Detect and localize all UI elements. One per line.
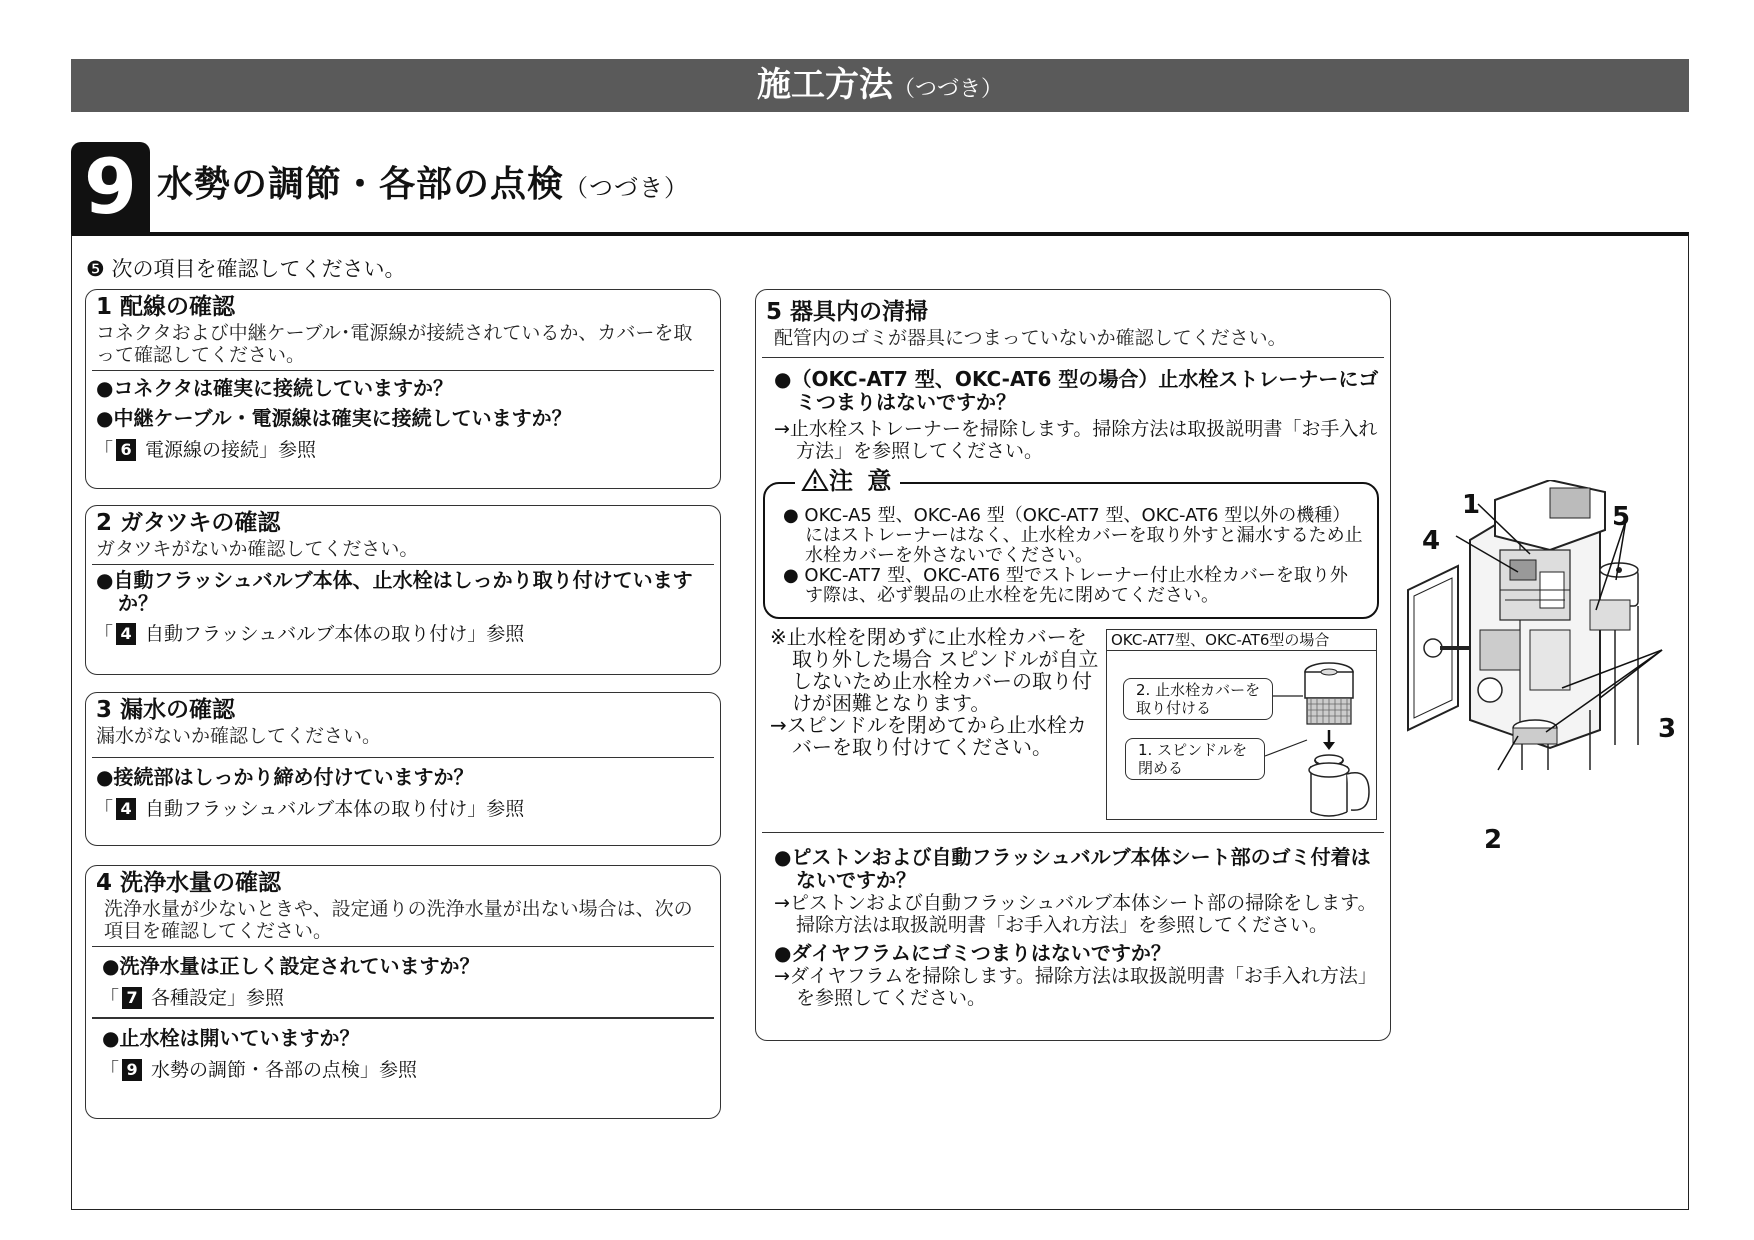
ref-text: 自動フラッシュバルブ本体の取り付け」参照 (139, 623, 525, 645)
ref-step-key: 7 (122, 987, 142, 1009)
check-item: ●ピストンおよび自動フラッシュバルブ本体シート部のゴミ付着はないですか？ (774, 845, 1371, 892)
check-item: ●自動フラッシュバルブ本体、止水栓はしっかり取り付けていますか？ (96, 568, 693, 615)
action-text: →ピストンおよび自動フラッシュバルブ本体シート部の掃除をします。掃除方法は取扱説明書「お手入れ方法」を参照してください。 (774, 892, 1377, 936)
box-description: ガタツキがないか確認してください。 (96, 538, 419, 560)
ref-text: 水勢の調節・各部の点検」参照 (145, 1059, 418, 1081)
box-title: 1 配線の確認 (96, 294, 236, 320)
reference-link[interactable] (86, 979, 720, 1017)
check-item: ●中継ケーブル・電源線は確実に接続していますか？ (96, 406, 572, 430)
action-text: →止水栓ストレーナーを掃除します。掃除方法は取扱説明書「お手入れ方法」を参照してください。 (774, 418, 1378, 462)
note-text: ※止水栓を閉めずに止水栓カバーを取り外した場合 スピンドルが自立しないため止水栓カバーの取り付けが困難となります。 (770, 625, 1099, 715)
section-title-text: 水勢の調節・各部の点検 (157, 164, 565, 205)
check-item: ●止水栓は開いていますか？ (102, 1026, 360, 1050)
ref-bracket: 「 (100, 987, 120, 1009)
step-number-badge: 9 (71, 142, 150, 234)
diagram-label-5: 5 (1612, 502, 1631, 532)
caution-title (795, 466, 900, 496)
warning-icon (801, 468, 829, 492)
caution-title-text: 注 意 (829, 467, 895, 495)
box-title: 4 洗浄水量の確認 (96, 870, 282, 896)
ref-text: 自動フラッシュバルブ本体の取り付け」参照 (139, 798, 525, 820)
divider (762, 832, 1384, 833)
strainer-inset-figure (1106, 629, 1377, 820)
ref-bracket: 「 (94, 623, 114, 645)
reference-link[interactable] (86, 790, 720, 822)
check-item: ●ダイヤフラムにゴミつまりはないですか？ (774, 941, 1171, 965)
box-title: 3 漏水の確認 (96, 697, 236, 723)
check-box-wiring (85, 289, 721, 489)
reference-link[interactable] (86, 431, 720, 463)
page-header-title: 施工方法 (756, 65, 893, 105)
spindle-note (770, 626, 1100, 758)
ref-bracket: 「 (100, 1059, 120, 1081)
caution-item: ● OKC-AT7 型、OKC-AT6 型でストレーナー付止水栓カバーを取り外す際は、必ず製品の止水栓を先に閉めてください。 (783, 565, 1348, 606)
box-description: 漏水がないか確認してください。 (96, 725, 382, 747)
flush-valve-diagram (1400, 480, 1700, 860)
ref-bracket: 「 (94, 798, 114, 820)
box-description: 洗浄水量が少ないときや、設定通りの洗浄水量が出ない場合は、次の項目を確認してください。 (104, 898, 693, 942)
note-action: →スピンドルを閉めてから止水栓カバーを取り付けてください。 (770, 713, 1087, 759)
action-text: →ダイヤフラムを掃除します。掃除方法は取扱説明書「お手入れ方法」を参照してください。 (774, 965, 1377, 1009)
diagram-label-2: 2 (1484, 825, 1503, 855)
callout-close-spindle: 1. スピンドルを 閉める (1125, 738, 1265, 780)
callout-attach-cover: 2. 止水栓カバーを 取り付ける (1123, 678, 1273, 720)
ref-step-key: 4 (116, 798, 136, 820)
ref-step-key: 9 (122, 1059, 142, 1081)
page-header-subtitle: （つづき） (892, 77, 1003, 102)
caution-item: ● OKC-A5 型、OKC-A6 型（OKC-AT7 型、OKC-AT6 型以外の機種）にはストレーナーはなく、止水栓カバーを取り外すと漏水するため止水栓カバーを外さないでください。 (783, 505, 1363, 566)
ref-text: 電源線の接続」参照 (139, 439, 317, 461)
page-header-bar (71, 59, 1689, 112)
diagram-label-4: 4 (1422, 526, 1441, 556)
check-item: ●（OKC-AT7 型、OKC-AT6 型の場合）止水栓ストレーナーにゴミつまりはないですか？ (774, 367, 1379, 414)
section-subtitle: （つづき） (564, 174, 690, 202)
reference-link[interactable] (86, 615, 720, 647)
section-title (157, 156, 689, 207)
ref-step-key: 6 (116, 439, 136, 461)
inset-title: OKC-AT7型、OKC-AT6型の場合 (1107, 630, 1376, 651)
check-box-wobble (85, 505, 721, 675)
box-description: 配管内のゴミが器具につまっていないか確認してください。 (774, 327, 1287, 349)
check-item: ●接続部はしっかり締め付けていますか？ (96, 765, 474, 789)
box-title: 5 器具内の清掃 (766, 299, 929, 325)
box-title: 2 ガタツキの確認 (96, 510, 281, 536)
reference-link[interactable] (86, 1051, 720, 1083)
box-description: コネクタおよび中継ケーブル･電源線が接続されているか、カバーを取って確認してください。 (96, 322, 693, 366)
caution-box (763, 467, 1379, 619)
check-box-flush-volume (85, 865, 721, 1119)
check-box-leak (85, 692, 721, 846)
ref-bracket: 「 (94, 439, 114, 461)
diagram-label-3: 3 (1658, 714, 1677, 744)
ref-text: 各種設定」参照 (145, 987, 285, 1009)
ref-step-key: 4 (116, 623, 136, 645)
intro-text: ❺ 次の項目を確認してください。 (86, 257, 406, 281)
check-item: ●コネクタは確実に接続していますか？ (96, 376, 454, 400)
diagram-label-1: 1 (1462, 490, 1481, 520)
check-item: ●洗浄水量は正しく設定されていますか？ (102, 954, 480, 978)
